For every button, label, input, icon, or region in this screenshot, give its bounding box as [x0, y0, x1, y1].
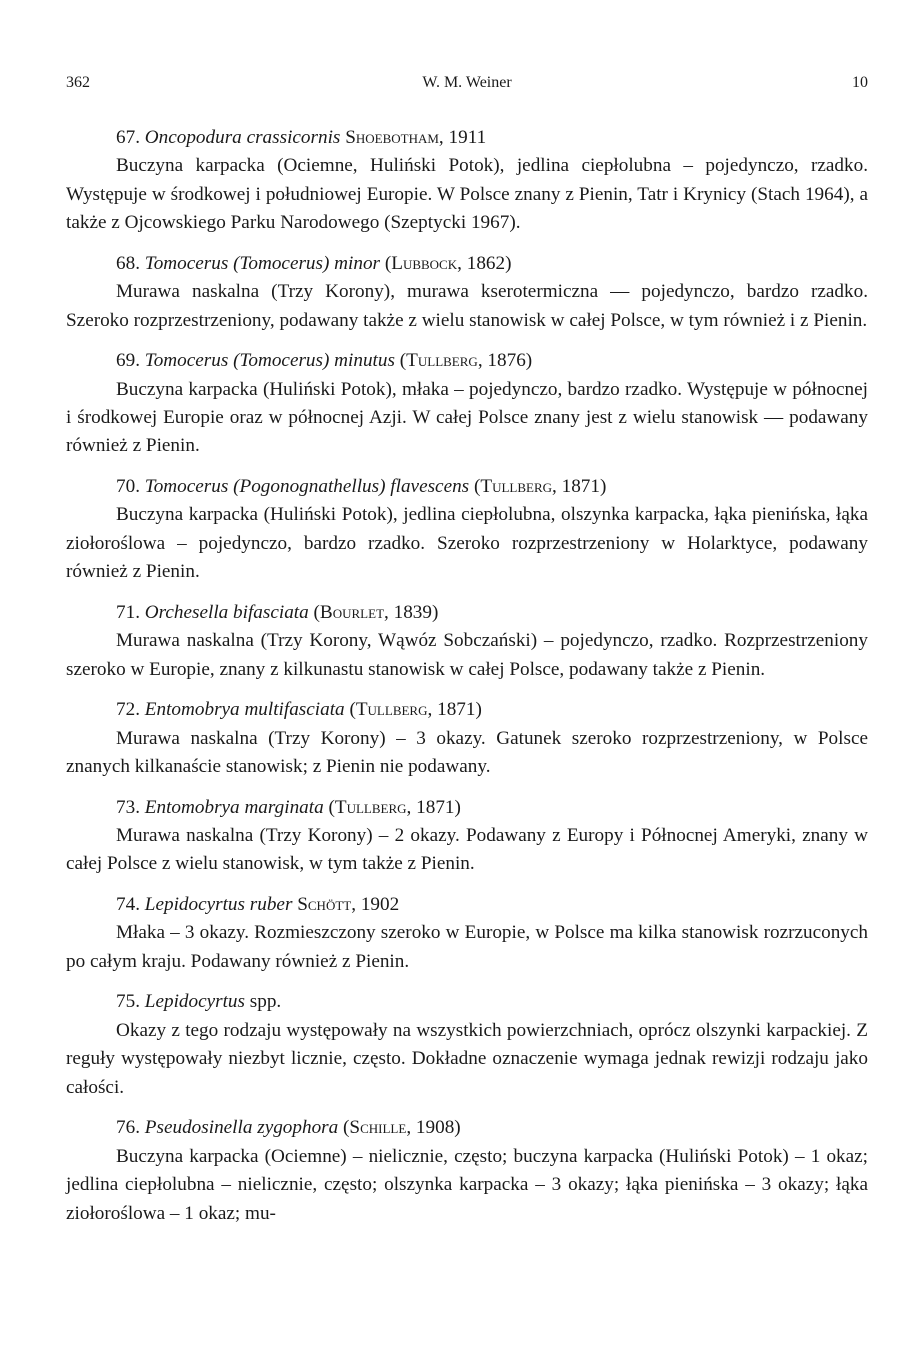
species-year: , 1871) [552, 476, 607, 498]
species-author: (Tullberg [349, 699, 428, 721]
species-author: (Tullberg [473, 476, 553, 498]
species-author: Schött [297, 894, 352, 916]
page-number: 362 [66, 74, 90, 91]
species-entry-73 [66, 794, 868, 879]
section-number: 10 [852, 74, 868, 91]
species-entry-71 [66, 599, 868, 684]
species-entry-68 [66, 250, 868, 335]
species-name: Tomocerus (Tomocerus) minutus [144, 350, 395, 372]
entry-text: Murawa naskalna (Trzy Korony), murawa kserotermiczna — pojedynczo, bardzo rzadko. Szeroko rozprzestrzeniony, podawany także z wielu stanowisk w całej Polsce, w tym również i z Pienin. [66, 281, 868, 331]
species-name: Entomobrya multifasciata [144, 699, 345, 721]
species-entry-67 [66, 124, 868, 238]
entry-heading [66, 794, 868, 822]
entry-heading [66, 250, 868, 278]
entry-text: Buczyna karpacka (Ociemne) – nielicznie, często; buczyna karpacka (Huliński Potok) – 1 okaz; jedlina ciepłolubna – nielicznie, często; olszynka karpacka – 3 okazy; łąka pienińska – 3 okazy; łąka ziołoroślowa – 1 okaz; mu- [66, 1145, 868, 1224]
species-author: (Tullberg [328, 796, 407, 818]
entry-number: 73. [116, 796, 140, 818]
entry-heading [66, 124, 868, 152]
entry-heading [66, 599, 868, 627]
entry-heading [66, 347, 868, 375]
species-year: , 1839) [384, 601, 439, 623]
species-author: (Tullberg [399, 350, 478, 372]
species-entry-72 [66, 696, 868, 781]
species-name: Lepidocyrtus ruber [144, 894, 293, 916]
species-name: Tomocerus (Pogonognathellus) flavescens [144, 476, 470, 498]
entry-number: 70. [116, 476, 140, 498]
species-entry-75 [66, 988, 868, 1102]
species-author: spp. [249, 991, 282, 1013]
species-name: Tomocerus (Tomocerus) minor [144, 252, 381, 274]
entry-number: 74. [116, 894, 140, 916]
species-entry-76 [66, 1114, 868, 1228]
entry-heading [66, 891, 868, 919]
species-year: , 1871) [427, 699, 482, 721]
entry-text: Buczyna karpacka (Ociemne, Huliński Potok), jedlina ciepłolubna – pojedynczo, rzadko. Występuje w środkowej i południowej Europie. W Polsce znany z Pienin, Tatr i Krynicy (Stach 1964), a także z Ojcowskiego Parku Narodowego (Szeptycki 1967). [66, 155, 868, 234]
entry-text: Okazy z tego rodzaju występowały na wszystkich powierzchniach, oprócz olszynki karpackiej. Z reguły występowały niezbyt licznie, często. Dokładne oznaczenie wymaga jednak rewizji rodzaju jako całości. [66, 1019, 868, 1098]
species-entry-70 [66, 473, 868, 587]
entry-text: Buczyna karpacka (Huliński Potok), jedlina ciepłolubna, olszynka karpacka, łąka pienińska, łąka ziołoroślowa – pojedynczo, bardzo rzadko. Szeroko rozprzestrzeniony w Holarktyce, podawany również z Pienin. [66, 504, 868, 583]
species-name: Orchesella bifasciata [144, 601, 309, 623]
species-year: , 1908) [406, 1117, 461, 1139]
species-entry-74 [66, 891, 868, 976]
species-author: Shoebotham [345, 127, 439, 148]
entry-number: 68. [116, 252, 140, 274]
species-year: , 1871) [406, 796, 461, 818]
species-year: , 1911 [438, 127, 487, 148]
species-author: (Schille [343, 1117, 407, 1139]
running-author: W. M. Weiner [422, 74, 512, 91]
entry-heading [66, 1114, 868, 1142]
species-name: Lepidocyrtus [144, 991, 245, 1013]
species-name: Oncopodura crassicornis [144, 127, 341, 148]
entry-number: 71. [116, 601, 140, 623]
species-year: , 1876) [477, 350, 533, 372]
entry-text: Murawa naskalna (Trzy Korony) – 3 okazy. Gatunek szeroko rozprzestrzeniony, w Polsce znanych kilkanaście stanowisk; z Pienin nie podawany. [66, 727, 868, 778]
entry-heading [66, 696, 868, 724]
species-author: (Bourlet [313, 601, 385, 623]
entry-heading [66, 473, 868, 501]
entry-text: Murawa naskalna (Trzy Korony, Wąwóz Sobczański) – pojedynczo, rzadko. Rozprzestrzeniony szeroko w Europie, znany z kilkunastu stanowisk w całej Polsce, podawany także z Pienin. [66, 630, 868, 680]
entry-number: 76. [116, 1117, 140, 1139]
entry-text: Murawa naskalna (Trzy Korony) – 2 okazy. Podawany z Europy i Północnej Ameryki, znany w całej Polsce z wielu stanowisk, w tym także z Pienin. [66, 825, 868, 875]
species-year: , 1902 [351, 894, 400, 916]
entry-text: Buczyna karpacka (Huliński Potok), młaka – pojedynczo, bardzo rzadko. Występuje w północnej i środkowej Europie oraz w północnej Azji. W całej Polsce znany jest z wielu stanowisk — podawany również z Pienin. [66, 378, 868, 457]
entry-number: 75. [116, 991, 140, 1013]
entry-number: 72. [116, 699, 140, 721]
entry-number: 69. [116, 350, 140, 372]
species-entry-69 [66, 347, 868, 461]
entry-number: 67. [116, 127, 140, 148]
entry-text: Młaka – 3 okazy. Rozmieszczony szeroko w Europie, w Polsce ma kilka stanowisk rozrzuconych po całym kraju. Podawany również z Pienin. [66, 922, 868, 972]
species-year: , 1862) [457, 252, 512, 274]
species-list [66, 124, 868, 1240]
running-header [66, 74, 868, 100]
entry-heading [66, 988, 868, 1016]
species-name: Entomobrya marginata [144, 796, 324, 818]
species-name: Pseudosinella zygophora [144, 1117, 339, 1139]
species-author: (Lubbock [384, 252, 458, 274]
